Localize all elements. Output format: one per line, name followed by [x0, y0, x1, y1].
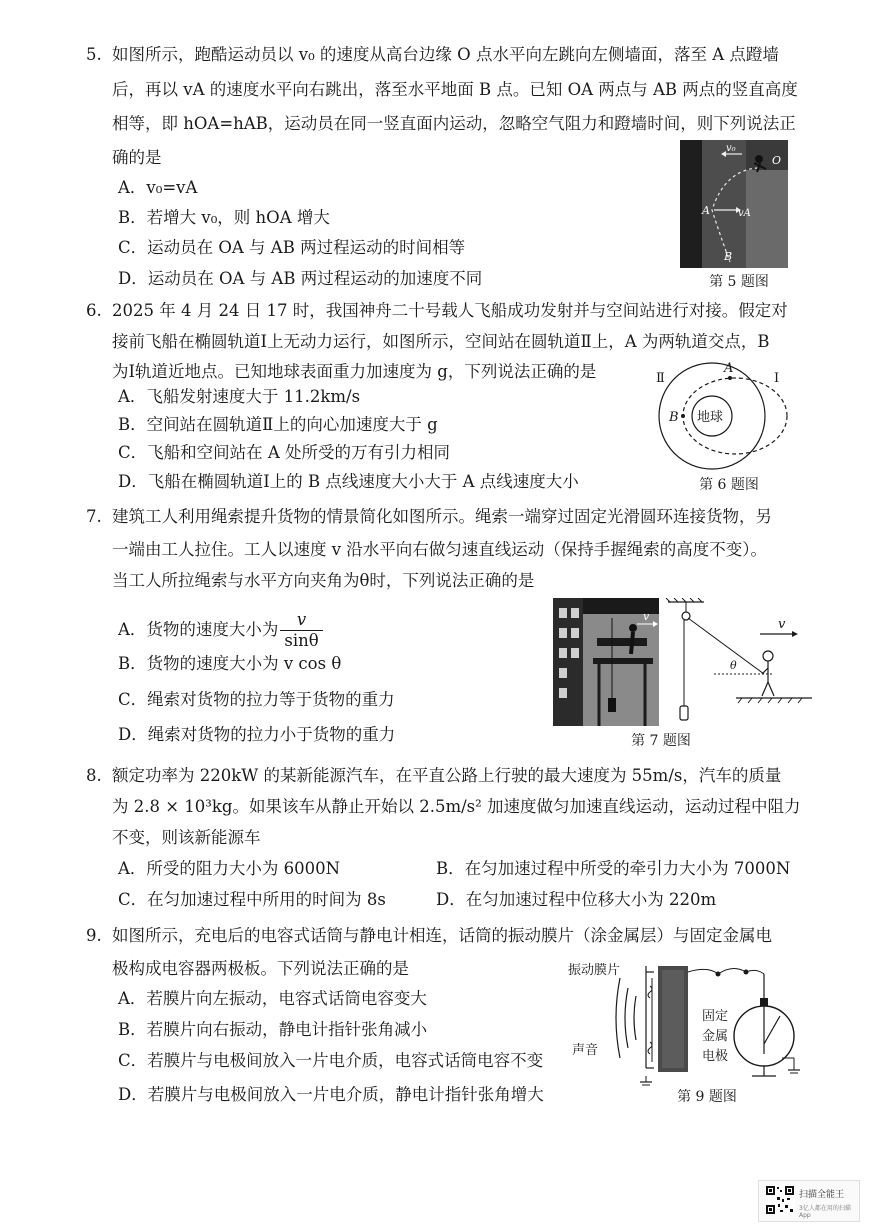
q8-option-c: C．在匀加速过程中所用的时间为 8s	[118, 890, 386, 909]
q5-text-1: 如图所示，跑酷运动员以 v₀ 的速度从高台边缘 O 点水平向左跳向左侧墙面，落至 A 点蹬墙	[112, 45, 779, 64]
q6-text-1: 2025 年 4 月 24 日 17 时，我国神舟二十号载人飞船成功发射并与空间站进行对接。假定对	[112, 301, 788, 320]
q6-label-earth: 地球	[697, 410, 724, 425]
q5-line-3: 相等，即 hOA=hAB，运动员在同一竖直面内运动，忽略空气阻力和蹬墙时间，则下列说法正	[112, 114, 796, 133]
q8-number: 8.	[86, 766, 102, 785]
q5-label-b: B	[724, 250, 733, 263]
q8-line-2: 为 2.8 × 10³kg。如果该车从静止开始以 2.5m/s² 加速度做匀加速直线运动，运动过程中阻力	[112, 797, 801, 816]
q7-option-a	[118, 608, 323, 652]
q9-text-1: 如图所示，充电后的电容式话筒与静电计相连，话筒的振动膜片（涂金属层）与固定金属电	[112, 926, 772, 945]
q5-figure	[680, 140, 788, 268]
q7-photo	[553, 598, 659, 726]
stamp-subtitle: 3亿人都在用的扫描App	[799, 1205, 851, 1219]
q7-diagram-label-v: v	[778, 617, 786, 632]
q6-option-b: B．空间站在圆轨道Ⅱ上的向心加速度大于 g	[118, 415, 438, 434]
stamp-title: 扫描全能王	[799, 1190, 845, 1200]
q7-number: 7.	[86, 507, 102, 526]
q8-option-a: A．所受的阻力大小为 6000N	[118, 859, 341, 878]
q5-line-4: 确的是	[112, 148, 162, 167]
qr-code-icon	[765, 1185, 795, 1215]
q6-option-a: A．飞船发射速度大于 11.2km/s	[118, 387, 361, 406]
q9-label-sound: 声音	[572, 1043, 599, 1058]
q5-label-o: O	[772, 154, 782, 167]
q5-line-2: 后，再以 vA 的速度水平向右跳出，落至水平地面 B 点。已知 OA 两点与 AB 两点的竖直高度	[112, 80, 798, 99]
q7-line-2: 一端由工人拉住。工人以速度 v 沿水平向右做匀速直线运动（保持手握绳索的高度不变）。	[112, 540, 768, 559]
q5-number: 5.	[86, 45, 102, 64]
q8-option-b: B．在匀加速过程中所受的牵引力大小为 7000N	[436, 859, 791, 878]
q6-label-a: A	[724, 361, 734, 376]
q5-label-va: vA	[738, 208, 751, 219]
q9-option-a: A．若膜片向左振动，电容式话筒电容变大	[118, 989, 427, 1008]
q9-option-d: D．若膜片与电极间放入一片电介质，静电计指针张角增大	[118, 1085, 544, 1104]
q6-figure	[650, 358, 800, 470]
q9-option-c: C．若膜片与电极间放入一片电介质，电容式话筒电容不变	[118, 1051, 544, 1070]
q9-line-1	[86, 925, 772, 947]
q6-label-orbit-ii: Ⅱ	[656, 371, 665, 386]
q9-line-2: 极构成电容器两极板。下列说法正确的是	[112, 959, 409, 978]
q6-number: 6.	[86, 301, 102, 320]
q7-fraction-den: sinθ	[284, 631, 319, 650]
q8-option-d: D．在匀加速过程中位移大小为 220m	[436, 890, 717, 909]
q7-photo-label-v: v	[643, 610, 650, 623]
q7-option-d: D．绳索对货物的拉力小于货物的重力	[118, 725, 396, 744]
q9-figure	[568, 958, 804, 1086]
q7-option-c: C．绳索对货物的拉力等于货物的重力	[118, 690, 395, 709]
q5-label-a: A	[702, 204, 710, 217]
q7-option-a-fraction	[280, 610, 322, 651]
q7-option-b: B．货物的速度大小为 v cos θ	[118, 654, 342, 673]
q6-line-2: 接前飞船在椭圆轨道Ⅰ上无动力运行，如图所示，空间站在圆轨道Ⅱ上，A 为两轨道交点，B	[112, 332, 770, 351]
q7-option-a-text: A．货物的速度大小为	[118, 620, 279, 639]
scanner-stamp	[758, 1180, 860, 1222]
q8-line-1	[86, 765, 781, 787]
q7-text-1: 建筑工人利用绳索提升货物的情景简化如图所示。绳索一端穿过固定光滑圆环连接货物，另	[112, 507, 772, 526]
q5-option-b: B．若增大 v₀，则 hOA 增大	[118, 208, 330, 227]
q7-line-3: 当工人所拉绳索与水平方向夹角为θ时，下列说法正确的是	[112, 571, 535, 590]
q6-label-orbit-i: Ⅰ	[774, 371, 780, 386]
q6-line-3: 为Ⅰ轨道近地点。已知地球表面重力加速度为 g，下列说法正确的是	[112, 362, 597, 381]
q9-option-b: B．若膜片向右振动，静电计指针张角减小	[118, 1020, 428, 1039]
q9-label-electrode-2: 金属	[702, 1029, 729, 1044]
q6-option-c: C．飞船和空间站在 A 处所受的万有引力相同	[118, 443, 451, 462]
q9-label-electrode-1: 固定	[702, 1009, 729, 1024]
q9-label-membrane: 振动膜片	[568, 963, 621, 978]
q5-option-a: A．v₀=vA	[118, 178, 198, 197]
q6-option-d: D．飞船在椭圆轨道Ⅰ上的 B 点线速度大小大于 A 点线速度大小	[118, 472, 579, 491]
q5-option-d: D．运动员在 OA 与 AB 两过程运动的加速度不同	[118, 269, 483, 288]
q5-caption: 第 5 题图	[709, 274, 769, 290]
q7-label-theta: θ	[730, 659, 737, 672]
q6-line-1	[86, 300, 788, 322]
q5-line-1	[86, 44, 779, 66]
q5-option-c: C．运动员在 OA 与 AB 两过程运动的时间相等	[118, 238, 466, 257]
q9-label-electrode-3: 电极	[702, 1049, 729, 1064]
q9-caption: 第 9 题图	[677, 1089, 737, 1105]
q8-text-1: 额定功率为 220kW 的某新能源汽车，在平直公路上行驶的最大速度为 55m/s，汽车的质量	[112, 766, 782, 785]
q7-caption: 第 7 题图	[631, 733, 691, 749]
q7-fraction-num: v	[280, 610, 322, 631]
q6-caption: 第 6 题图	[699, 477, 759, 493]
q7-line-1	[86, 506, 772, 528]
q6-label-b: B	[669, 410, 679, 425]
q7-diagram	[664, 598, 814, 726]
q5-label-v0: v₀	[726, 143, 736, 154]
q8-line-3: 不变，则该新能源车	[112, 828, 261, 847]
q9-number: 9.	[86, 926, 102, 945]
